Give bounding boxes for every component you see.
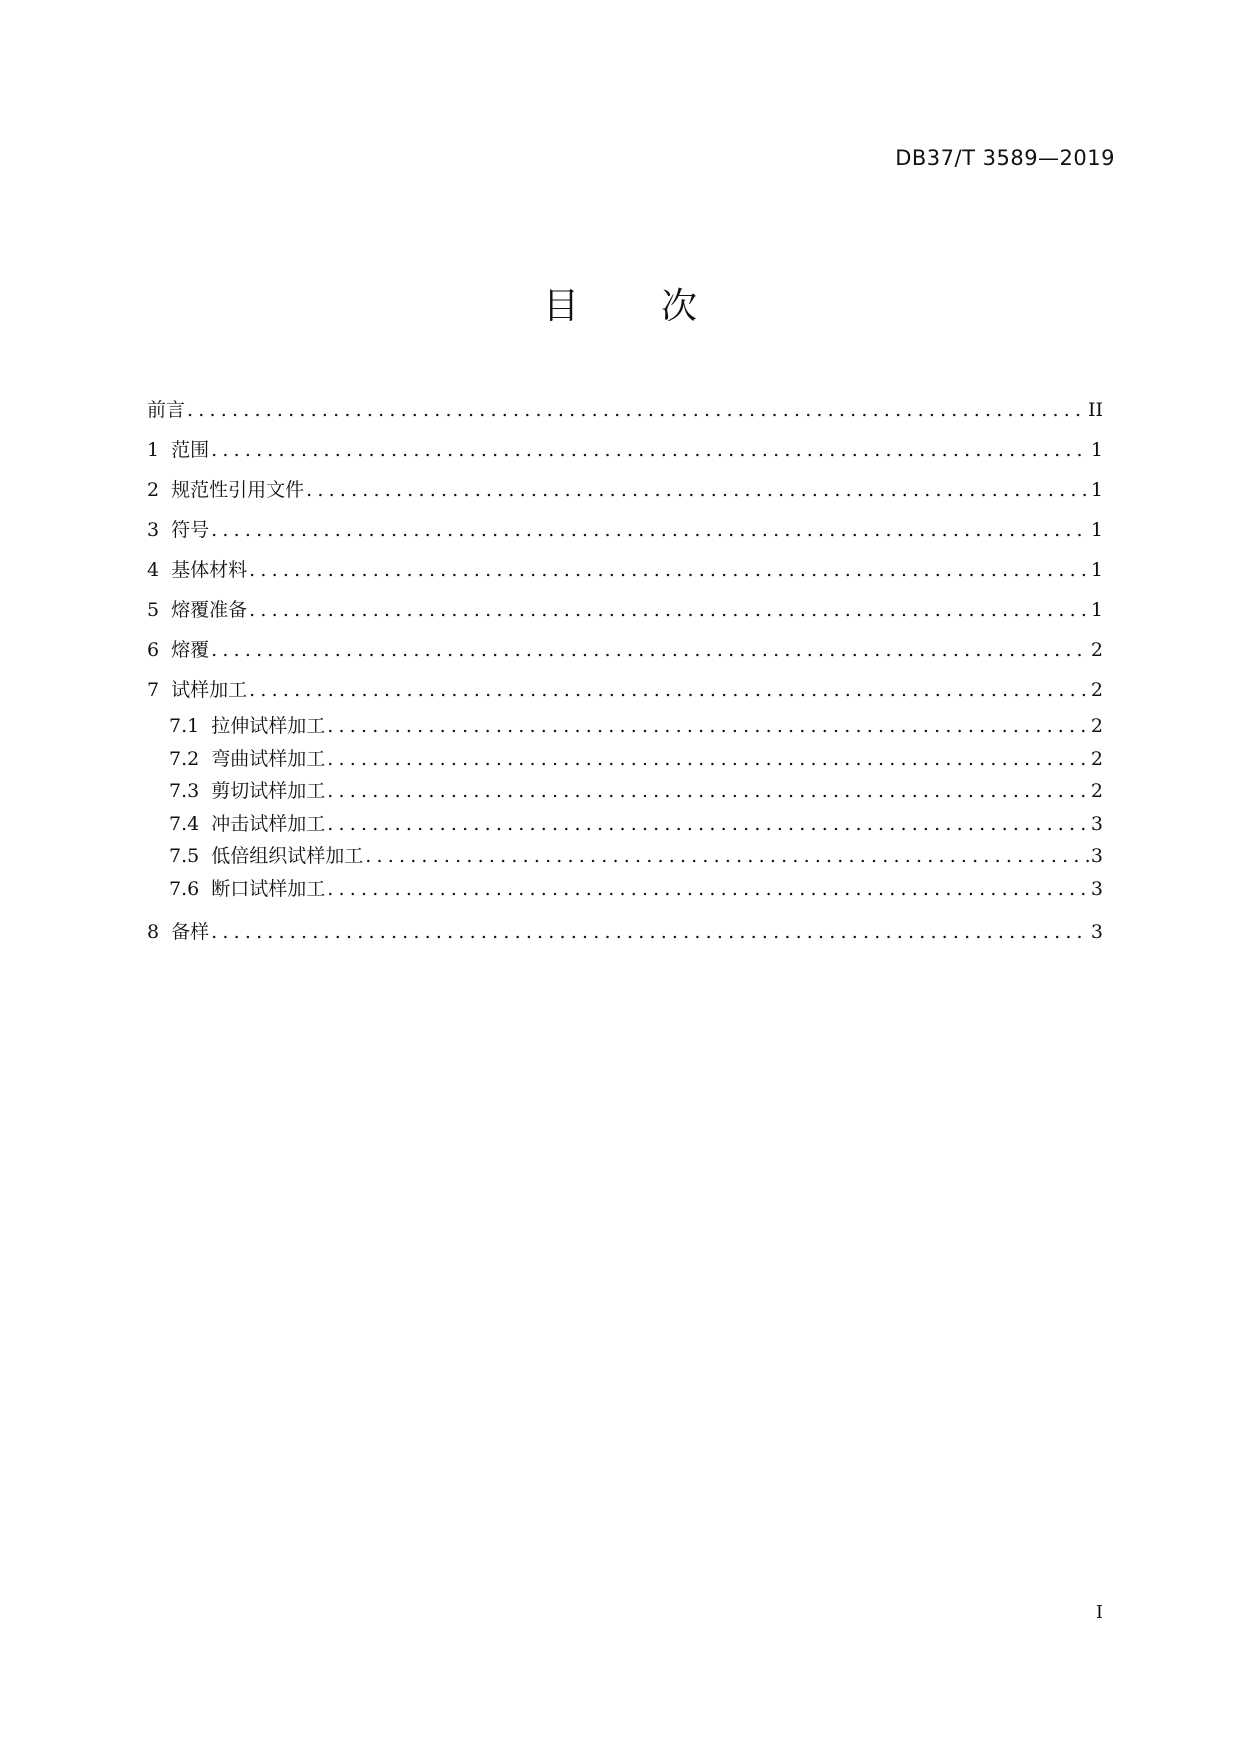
toc-dot-leader [211,430,1089,470]
toc-entry-label: 范围 [171,439,210,461]
toc-dot-leader [249,590,1089,630]
document-code: DB37/T 3589—2019 [895,146,1115,170]
toc-entry-page: 1 [1090,599,1103,621]
toc-dot-leader [327,808,1089,841]
toc-entry-page: 3 [1090,877,1103,900]
toc-subentry-shear[interactable] [147,775,1103,808]
toc-dot-leader [327,873,1089,906]
toc-entry-page: II [1087,399,1103,421]
toc-subentry-impact[interactable] [147,808,1103,841]
toc-entry-cladding[interactable] [147,630,1103,670]
toc-entry-label: 熔覆准备 [171,599,248,621]
toc-entry-label: 备样 [171,921,210,943]
toc-entry-number: 5 [147,599,160,621]
toc-entry-number: 2 [147,479,160,501]
toc-title-char: 目 [542,286,579,327]
toc-entry-cladding-preparation[interactable] [147,590,1103,630]
toc-entry-label: 低倍组织试样加工 [211,845,364,867]
toc-entry-label: 剪切试样加工 [211,780,326,802]
toc-dot-leader [327,710,1089,743]
toc-entry-page: 2 [1090,639,1103,661]
toc-entry-specimen-machining[interactable] [147,670,1103,710]
table-of-contents [147,390,1103,952]
toc-entry-page: 2 [1090,715,1103,737]
toc-dot-leader [249,550,1089,590]
toc-entry-number: 3 [147,519,160,541]
toc-dot-leader [211,510,1089,550]
toc-entry-symbols[interactable] [147,510,1103,550]
toc-entry-page: 2 [1090,679,1103,701]
toc-entry-page: 1 [1090,559,1103,581]
toc-dot-leader [306,470,1089,510]
toc-entry-page: 2 [1090,780,1103,802]
toc-title [0,278,1240,329]
toc-entry-base-material[interactable] [147,550,1103,590]
toc-dot-leader [327,775,1089,808]
toc-entry-page: 1 [1090,439,1103,461]
toc-entry-number: 7.3 [169,780,200,802]
toc-subentry-tensile[interactable] [147,710,1103,743]
toc-dot-leader [211,912,1089,952]
toc-entry-number: 7.5 [169,845,200,867]
toc-title-char: 次 [661,286,698,327]
toc-entry-number: 8 [147,921,160,943]
toc-entry-number: 1 [147,439,160,461]
toc-entry-page: 1 [1090,479,1103,501]
toc-dot-leader [249,670,1089,710]
toc-entry-page: 2 [1090,747,1103,770]
toc-entry-label: 前言 [147,399,186,421]
toc-entry-number: 7 [147,679,160,701]
toc-subentry-macrostructure[interactable] [147,840,1103,873]
toc-entry-label: 熔覆 [171,639,210,661]
toc-entry-number: 7.2 [169,747,200,770]
toc-entry-label: 冲击试样加工 [211,812,326,835]
toc-entry-number: 7.1 [169,715,200,737]
toc-dot-leader [187,390,1086,430]
toc-dot-leader [365,840,1089,873]
toc-entry-page: 1 [1090,519,1103,541]
toc-entry-label: 弯曲试样加工 [211,747,326,770]
toc-entry-number: 7.6 [169,877,200,900]
toc-entry-page: 3 [1090,921,1103,943]
toc-subentry-fracture[interactable] [147,873,1103,906]
toc-entry-normative-references[interactable] [147,470,1103,510]
toc-entry-number: 4 [147,559,160,581]
toc-entry-label: 基体材料 [171,559,248,581]
toc-entry-scope[interactable] [147,430,1103,470]
toc-entry-number: 6 [147,639,160,661]
toc-dot-leader [211,630,1089,670]
toc-entry-label: 断口试样加工 [211,877,326,900]
toc-entry-number: 7.4 [169,812,200,835]
toc-subentry-bend[interactable] [147,743,1103,776]
toc-entry-foreword[interactable] [147,390,1103,430]
toc-entry-label: 规范性引用文件 [171,479,305,501]
toc-dot-leader [327,743,1089,776]
toc-entry-sample-retention[interactable] [147,912,1103,952]
page-number: I [1095,1602,1103,1623]
toc-entry-label: 拉伸试样加工 [211,715,326,737]
toc-entry-label: 试样加工 [171,679,248,701]
toc-entry-page: 3 [1090,812,1103,835]
toc-entry-label: 符号 [171,519,210,541]
toc-entry-page: 3 [1090,845,1103,867]
